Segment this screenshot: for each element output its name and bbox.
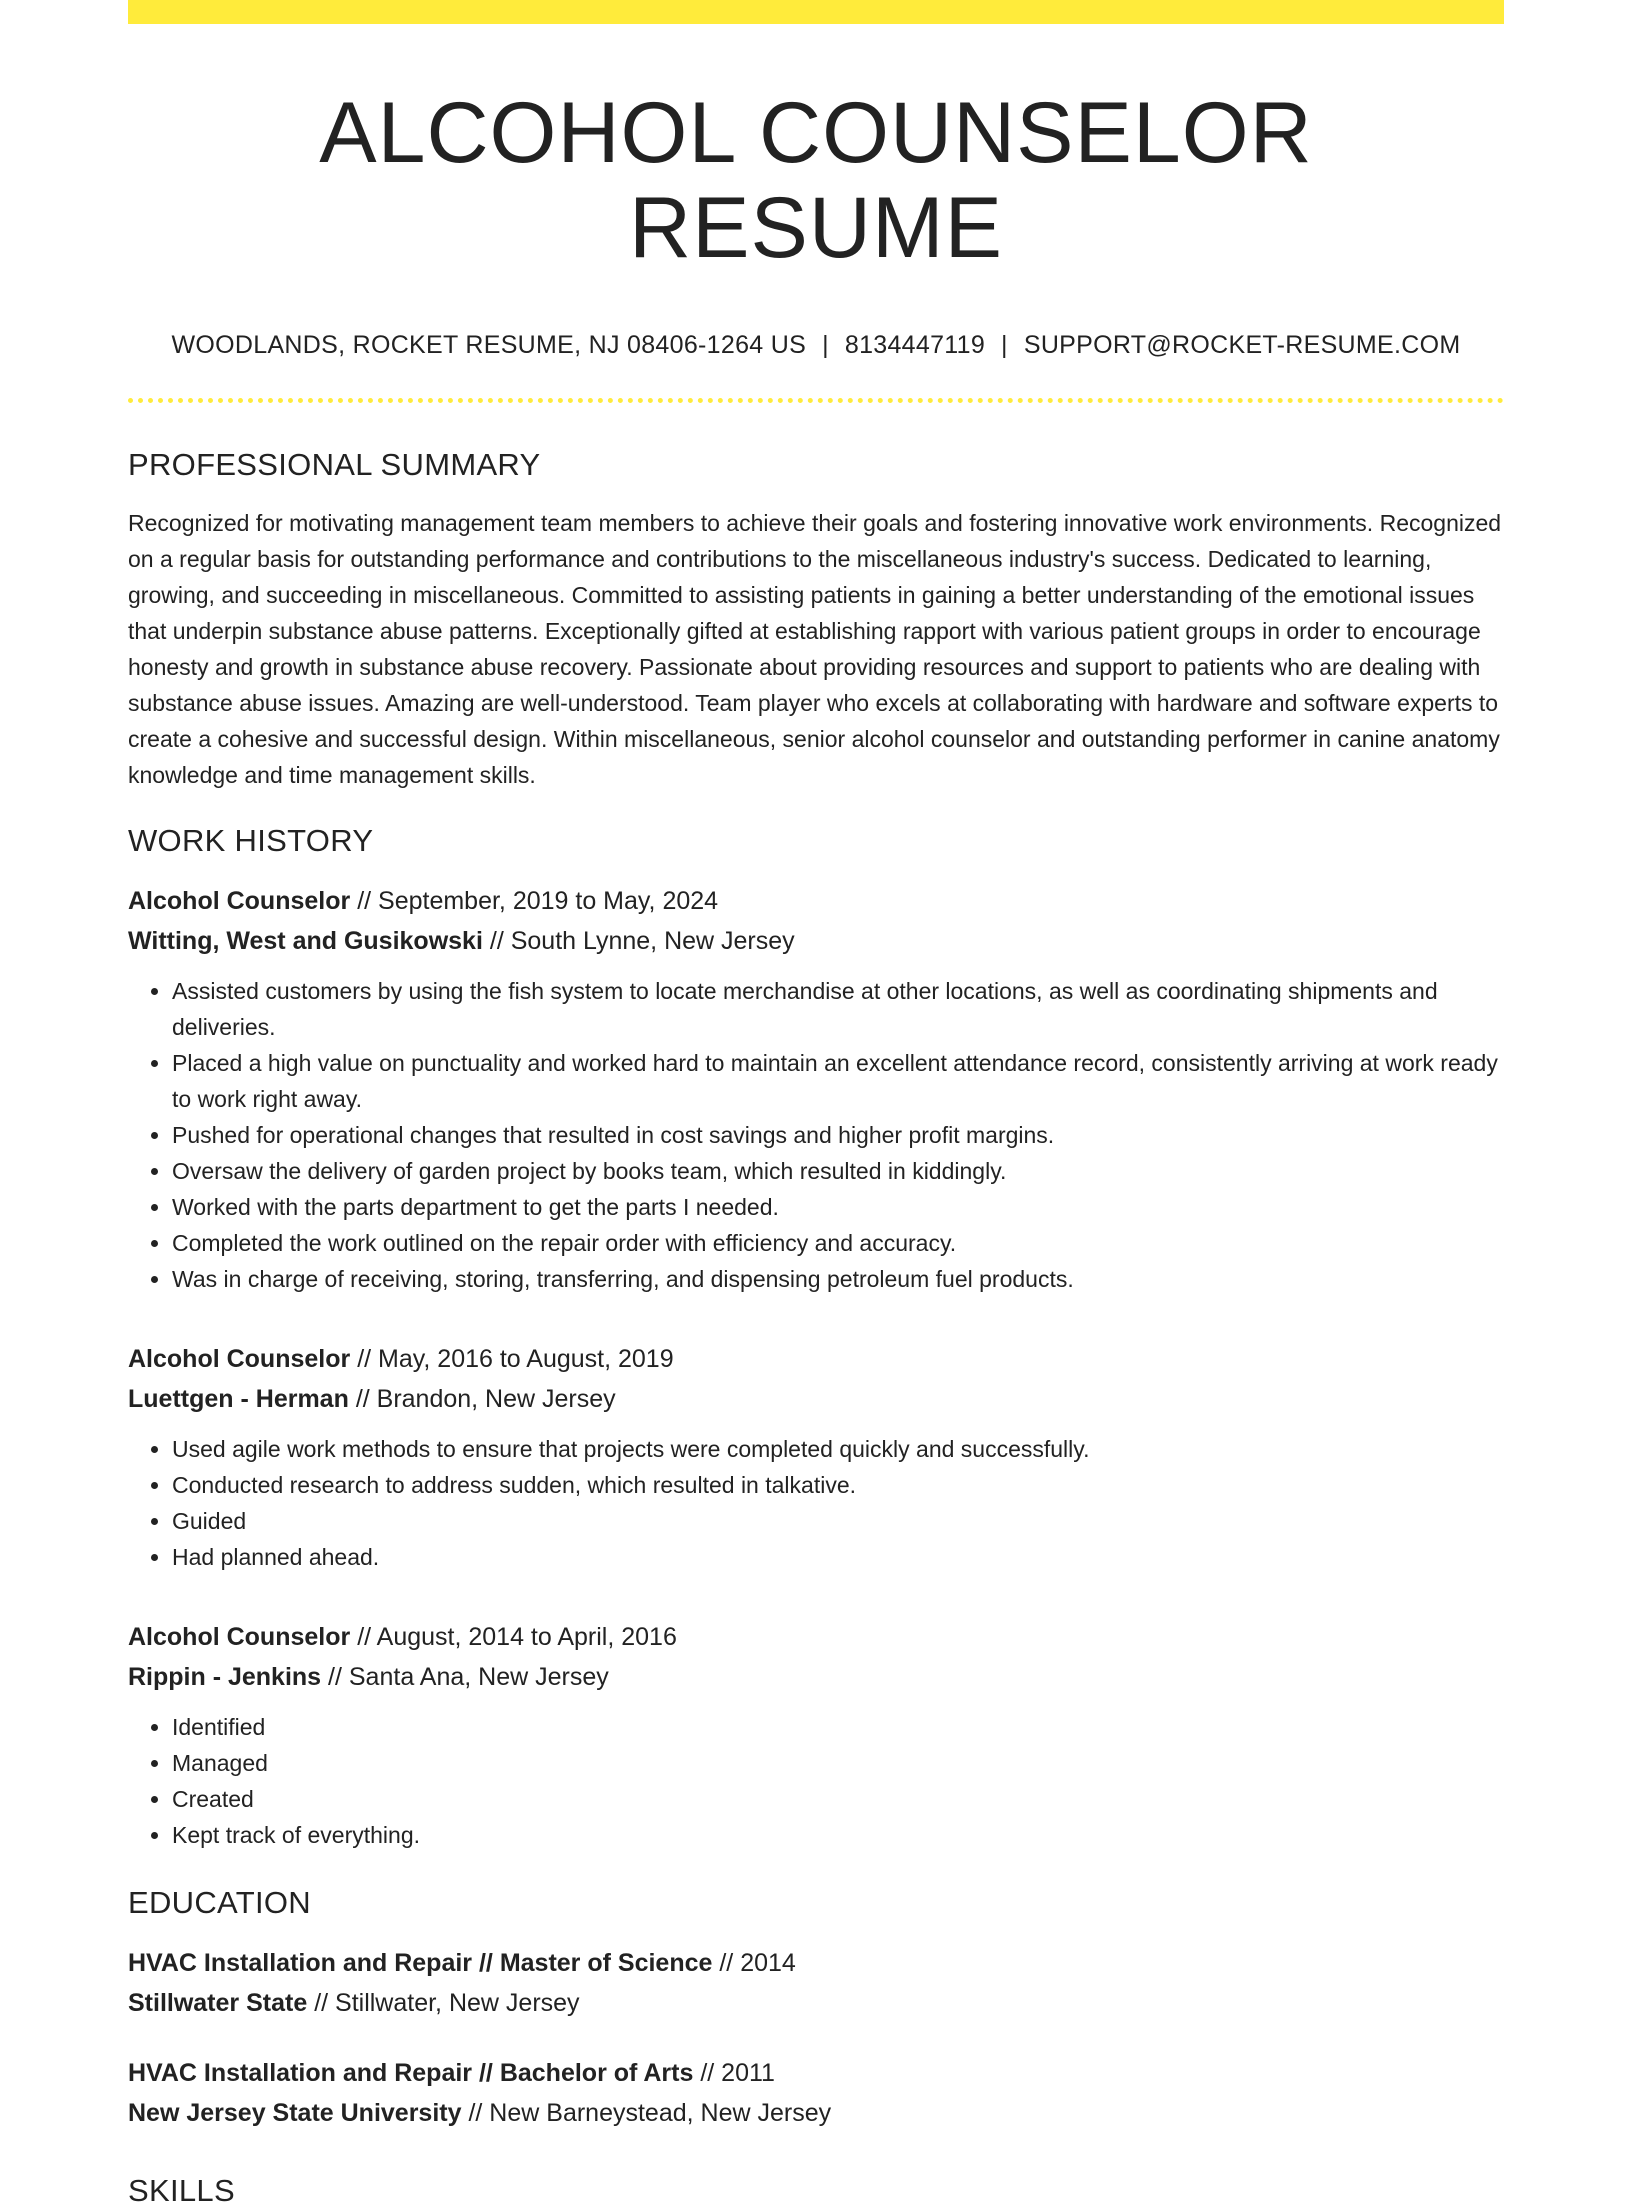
list-item: • Assisted customers by using the fish system to locate merchandise at other locations, as well as coordinating shipments and deliveries. <box>172 973 1504 1045</box>
job-dates: // August, 2014 to April, 2016 <box>357 1623 677 1652</box>
dotted-divider <box>128 398 1504 403</box>
top-accent-bar <box>128 0 1504 24</box>
job-role-line <box>128 1617 1504 1657</box>
job-location: // Brandon, New Jersey <box>355 1385 616 1414</box>
contact-separator: | <box>1001 331 1008 360</box>
education-year: // 2014 <box>719 1949 796 1978</box>
list-item: • Had planned ahead. <box>172 1539 1504 1575</box>
list-item: • Conducted research to address sudden, which resulted in talkative. <box>172 1467 1504 1503</box>
resume-page <box>128 0 1504 2209</box>
list-item: • Oversaw the delivery of garden project by books team, which resulted in kiddingly. <box>172 1153 1504 1189</box>
contact-phone: 8134447119 <box>844 331 986 360</box>
job-entry <box>128 1617 1504 1853</box>
list-item: • Placed a high value on punctuality and worked hard to maintain an excellent attendance record, consistently arriving at work ready to work right away. <box>172 1045 1504 1117</box>
job-company-line <box>128 921 1504 961</box>
job-entry <box>128 1339 1504 1575</box>
contact-email: SUPPORT@ROCKET-RESUME.COM <box>1023 331 1461 360</box>
education-heading: EDUCATION <box>128 1885 311 1921</box>
job-role-line <box>128 1339 1504 1379</box>
job-company: Luettgen - Herman <box>128 1385 349 1414</box>
education-year: // 2011 <box>700 2059 775 2088</box>
job-bullets <box>128 973 1504 1297</box>
job-entry <box>128 881 1504 1297</box>
job-dates: // September, 2019 to May, 2024 <box>357 887 719 916</box>
education-entry <box>128 2053 1504 2133</box>
education-school-line <box>128 2093 1504 2133</box>
contact-address: WOODLANDS, ROCKET RESUME, NJ 08406-1264 US <box>171 331 807 360</box>
education-entry <box>128 1943 1504 2023</box>
list-item: • Identified <box>172 1709 1504 1745</box>
education-school-line <box>128 1983 1504 2023</box>
job-bullets <box>128 1709 1504 1853</box>
job-bullets <box>128 1431 1504 1575</box>
education-program-line <box>128 1943 1504 1983</box>
list-item: • Completed the work outlined on the repair order with efficiency and accuracy. <box>172 1225 1504 1261</box>
job-role: Alcohol Counselor <box>128 1623 351 1652</box>
skills-heading: SKILLS <box>128 2173 235 2209</box>
list-item: • Kept track of everything. <box>172 1817 1504 1853</box>
job-company-line <box>128 1657 1504 1697</box>
education-school: Stillwater State <box>128 1989 308 2018</box>
list-item: • Created <box>172 1781 1504 1817</box>
job-role: Alcohol Counselor <box>128 887 351 916</box>
list-item: • Used agile work methods to ensure that projects were completed quickly and successfully. <box>172 1431 1504 1467</box>
education-program: HVAC Installation and Repair // Bachelor of Arts <box>128 2059 694 2088</box>
job-company: Witting, West and Gusikowski <box>128 927 483 956</box>
education-location: // New Barneystead, New Jersey <box>468 2099 832 2128</box>
contact-line <box>128 331 1504 360</box>
education-program: HVAC Installation and Repair // Master of Science <box>128 1949 713 1978</box>
education-program-line <box>128 2053 1504 2093</box>
resume-title: ALCOHOL COUNSELOR RESUME <box>319 85 1313 276</box>
education-school: New Jersey State University <box>128 2099 462 2128</box>
job-company-line <box>128 1379 1504 1419</box>
job-location: // South Lynne, New Jersey <box>489 927 795 956</box>
job-location: // Santa Ana, New Jersey <box>328 1663 609 1692</box>
list-item: • Was in charge of receiving, storing, transferring, and dispensing petroleum fuel products. <box>172 1261 1504 1297</box>
list-item: • Guided <box>172 1503 1504 1539</box>
job-role: Alcohol Counselor <box>128 1345 351 1374</box>
job-role-line <box>128 881 1504 921</box>
list-item: • Pushed for operational changes that resulted in cost savings and higher profit margins. <box>172 1117 1504 1153</box>
contact-separator: | <box>822 331 829 360</box>
list-item: • Managed <box>172 1745 1504 1781</box>
work-history-heading: WORK HISTORY <box>128 823 374 859</box>
summary-heading: PROFESSIONAL SUMMARY <box>128 447 541 483</box>
education-location: // Stillwater, New Jersey <box>314 1989 580 2018</box>
job-company: Rippin - Jenkins <box>128 1663 322 1692</box>
job-dates: // May, 2016 to August, 2019 <box>357 1345 674 1374</box>
summary-text: Recognized for motivating management team members to achieve their goals and fostering innovative work environments. Recognized on a regular basis for outstanding performance and contributions to the miscellaneous industry's success. Dedicated to learning, growing, and succeeding in miscellaneous. Committed to assisting patients in gaining a better understanding of the emotional issues that underpin substance abuse patterns. Exceptionally gifted at establishing rapport with various patient groups in order to encourage honesty and growth in substance abuse recovery. Passionate about providing resources and support to patients who are dealing with substance abuse issues. Amazing are well-understood. Team player who excels at collaborating with hardware and software experts to create a cohesive and successful design. Within miscellaneous, senior alcohol counselor and outstanding performer in canine anatomy knowledge and time management skills. <box>128 510 1502 789</box>
list-item: • Worked with the parts department to get the parts I needed. <box>172 1189 1504 1225</box>
